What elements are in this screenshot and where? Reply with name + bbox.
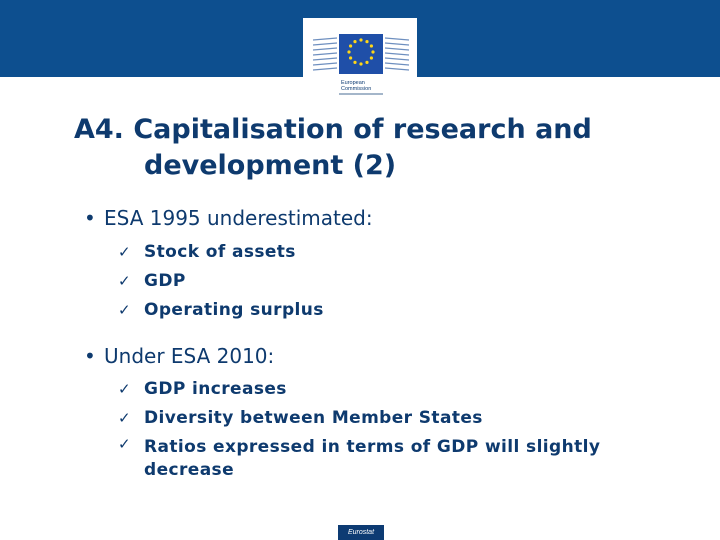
list-item <box>118 375 664 404</box>
bullet-dot-icon: • <box>84 344 96 368</box>
list-item-text: Diversity between Member States <box>144 408 483 428</box>
check-icon: ✓ <box>118 409 131 427</box>
bullet-dot-icon: • <box>84 206 96 230</box>
title-line-1: A4. Capitalisation of research and <box>74 114 592 145</box>
bullet-heading: ESA 1995 underestimated: <box>104 206 373 230</box>
check-icon: ✓ <box>118 301 131 319</box>
list-item-text: Stock of assets <box>144 242 296 262</box>
list-item <box>118 433 664 482</box>
logo-line-2: Commission <box>341 86 372 92</box>
list-item-text: GDP increases <box>144 379 287 399</box>
check-icon: ✓ <box>118 243 131 261</box>
checklist-esa-1995 <box>118 238 664 325</box>
european-commission-logo <box>303 18 417 102</box>
check-icon: ✓ <box>118 380 131 398</box>
list-item <box>118 267 664 296</box>
checklist-esa-2010 <box>118 375 664 482</box>
list-item-text: Ratios expressed in terms of GDP will slightly decrease <box>144 437 601 480</box>
check-icon: ✓ <box>118 435 131 453</box>
bullet-esa-2010 <box>84 343 274 369</box>
list-item <box>118 296 664 325</box>
list-item <box>118 238 664 267</box>
logo-wordmark <box>341 80 401 92</box>
eurostat-badge: Eurostat <box>338 525 384 540</box>
slide-title <box>74 112 694 184</box>
logo-line-1: European <box>341 80 365 86</box>
check-icon: ✓ <box>118 272 131 290</box>
list-item-text: GDP <box>144 271 186 291</box>
list-item <box>118 404 664 433</box>
bullet-heading: Under ESA 2010: <box>104 344 275 368</box>
title-line-2: development (2) <box>144 150 397 181</box>
list-item-text: Operating surplus <box>144 300 324 320</box>
bullet-esa-1995 <box>84 205 373 231</box>
